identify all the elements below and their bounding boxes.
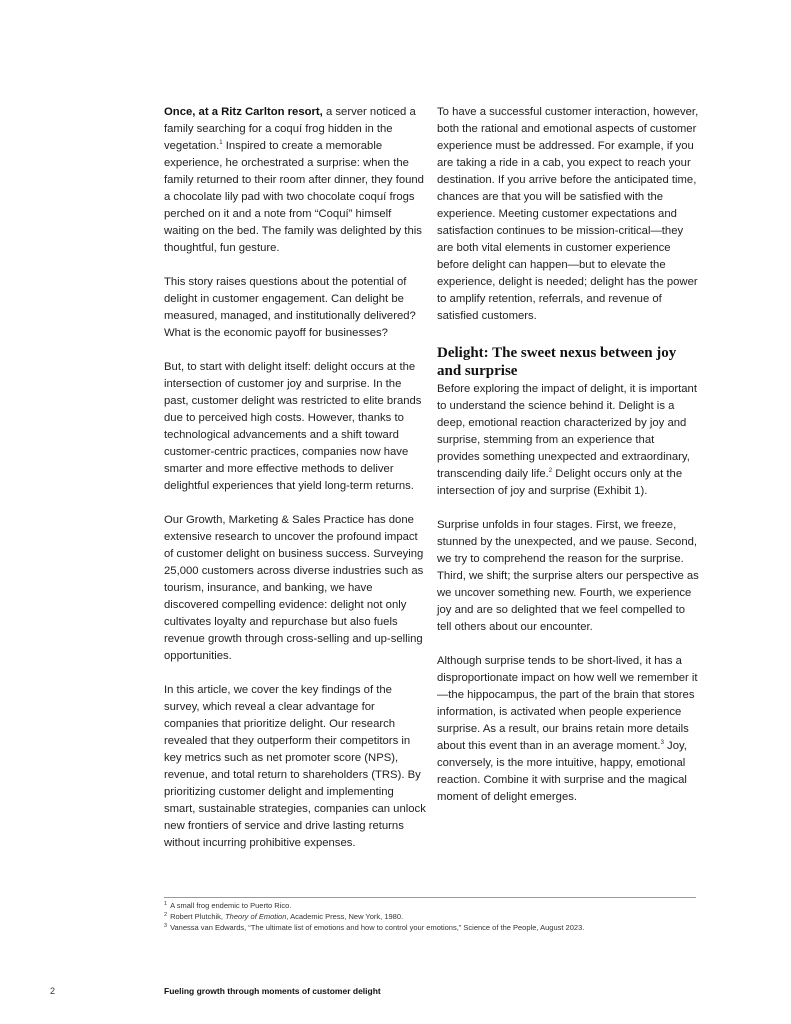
footnote-number: 2 (164, 911, 168, 918)
footnotes (164, 900, 724, 933)
left-column (164, 104, 426, 869)
paragraph: But, to start with delight itself: delight occurs at the intersection of customer joy and surprise. In the past, customer delight was restricted to elite brands due to perceived high costs. However, thanks to technological advancements and a shift toward customer-centric practices, companies now have smarter and more effective methods to deliver delightful experiences that yield long-term returns. (164, 361, 422, 492)
footnote-book-title: Theory of Emotion (225, 912, 287, 921)
paragraph (164, 104, 426, 257)
footnote-number: 3 (164, 922, 168, 929)
footnote-ref[interactable]: 3 (660, 740, 664, 747)
footnote-ref[interactable]: 2 (548, 468, 553, 475)
footnote-text: Robert Plutchik, (170, 912, 226, 921)
paragraph-text: Although surprise tends to be short-lived, it has a disproportionate impact on how well we remember it—the hippocampus, the part of the brain that stores information, is activated when people experience surprise. As a result, our brains retain more details about this event than in an average moment. (437, 655, 698, 752)
footnote-text: Vanessa van Edwards, “The ultimate list of emotions and how to control your emotions,” Science of the People, August 2023. (170, 923, 585, 932)
footnote-text: A small frog endemic to Puerto Rico. (170, 901, 292, 910)
lead-in: Once, at a Ritz Carlton resort, (164, 106, 323, 118)
paragraph-text: Before exploring the impact of delight, it is important to understand the science behind it. Delight is a deep, emotional reaction characterized by joy and surprise, stemming from an experience that provides something unexpected and extraordinary, transcending daily life. (437, 383, 697, 480)
footnote-ref[interactable]: 1 (219, 140, 223, 147)
paragraph-text: a server noticed a family searching for a coquí frog hidden in the vegetation. (164, 106, 416, 152)
footnote (164, 900, 724, 911)
footnote (164, 922, 724, 933)
paragraph (437, 653, 699, 806)
section-heading: Delight: The sweet nexus between joy and surprise (437, 345, 677, 379)
page-number: 2 (50, 986, 56, 996)
paragraph: To have a successful customer interaction, however, both the rational and emotional aspects of customer experience must be addressed. For example, if you are taking a ride in a cab, you expect to reach your destination. If you arrive before the anticipated time, chances are that you will be satisfied with the experience. Meeting customer expectations and satisfaction continues to be mission-critical—they are both vital elements in customer experience before delight can happen—but to elevate the experience, delight is needed; delight has the power to amplify retention, referrals, and revenue of satisfied customers. (437, 106, 699, 322)
footnote (164, 911, 724, 922)
footnote-divider (164, 897, 696, 898)
paragraph: This story raises questions about the potential of delight in customer engagement. Can delight be measured, managed, and institutionally delivered? What is the economic payoff for businesses? (164, 276, 416, 339)
right-column (437, 104, 699, 823)
paragraph-text: Delight occurs only at the intersection of joy and surprise (Exhibit 1). (437, 468, 683, 497)
paragraph-text: Inspired to create a memorable experience, he orchestrated a surprise: when the family returned to their room after dinner, they found a chocolate lily pad with two chocolate coquí frogs perched on it and a note from “Coquí” himself waiting on the bed. The family was delighted by this thoughtful, fun gesture. (164, 140, 424, 254)
footnote-number: 1 (164, 900, 168, 907)
paragraph: In this article, we cover the key findings of the survey, which reveal a clear advantage for companies that prioritize delight. Our research revealed that they outperform their competitors in key metrics such as net promoter score (NPS), revenue, and total return to shareholders (TRS). By prioritizing customer delight and implementing smart, sustainable strategies, companies can unlock new frontiers of service and drive lasting returns without incurring prohibitive expenses. (164, 684, 426, 849)
paragraph: Our Growth, Marketing & Sales Practice has done extensive research to uncover the profound impact of customer delight on business success. Surveying 25,000 customers across diverse industries such as tourism, insurance, and banking, we have discovered compelling evidence: delight not only cultivates loyalty and repurchase but also fuels revenue growth through cross-selling and up-selling opportunities. (164, 514, 424, 662)
paragraph: Surprise unfolds in four stages. First, we freeze, stunned by the unexpected, and we pause. Second, we try to comprehend the reason for the surprise. Third, we shift; the surprise alters our perspective as we uncover something new. Fourth, we experience joy and are so delighted that we feel compelled to tell others about our encounter. (437, 519, 699, 633)
paragraph-text: Joy, conversely, is the more intuitive, happy, emotional reaction. Combine it with surprise and the magical moment of delight emerges. (437, 740, 687, 803)
paragraph (437, 381, 699, 500)
footnote-text: , Academic Press, New York, 1980. (286, 912, 404, 921)
running-title: Fueling growth through moments of customer delight (164, 986, 381, 996)
